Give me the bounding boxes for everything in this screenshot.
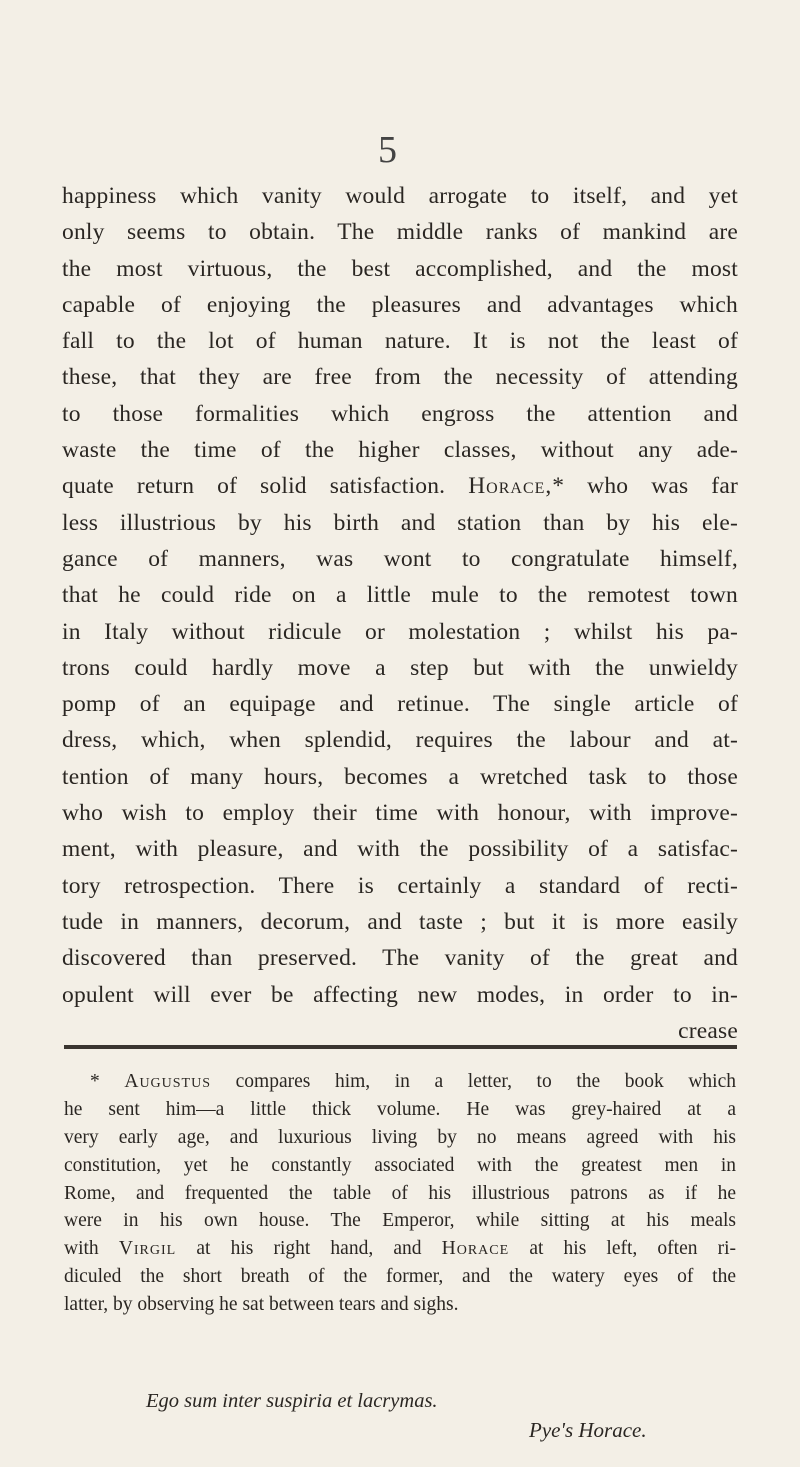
text-line: waste the time of the higher classes, without any ade- bbox=[62, 437, 738, 464]
text-line: gance of manners, was wont to congratulate himself, bbox=[62, 545, 738, 572]
text-line: trons could hardly move a step but with the unwieldy bbox=[62, 654, 738, 681]
text-line: the most virtuous, the best accomplished, and the most bbox=[62, 255, 738, 282]
text-line-horace bbox=[62, 468, 738, 504]
footnote-line: Rome, and frequented the table of his illustrious patrons as if he bbox=[64, 1182, 736, 1204]
text-line: pomp of an equipage and retinue. The single article of bbox=[62, 691, 738, 718]
footnote-line-virgil bbox=[64, 1235, 736, 1263]
text-line: discovered than preserved. The vanity of the great and bbox=[62, 945, 738, 972]
text-fragment: with bbox=[64, 1238, 99, 1260]
text-line: who wish to employ their time with honour, with improve- bbox=[62, 800, 738, 827]
text-fragment: compares him, in a letter, to the book which bbox=[235, 1071, 737, 1092]
text-line: dress, which, when splendid, requires the labour and at- bbox=[62, 727, 738, 754]
footnote-line-1 bbox=[64, 1068, 736, 1096]
text-line: capable of enjoying the pleasures and advantages which bbox=[62, 291, 738, 318]
augustus-name: Augustus bbox=[124, 1071, 212, 1092]
text-line: tory retrospection. There is certainly a standard of recti- bbox=[62, 872, 738, 899]
text-line: fall to the lot of human nature. It is not the least of bbox=[62, 328, 738, 355]
footnote bbox=[64, 1068, 736, 1319]
main-text bbox=[62, 178, 738, 1049]
footnote-line: very early age, and luxurious living by no means agreed with his bbox=[64, 1126, 736, 1148]
text-line: these, that they are free from the necessity of attending bbox=[62, 364, 738, 391]
footnote-line: diculed the short breath of the former, and the watery eyes of the bbox=[64, 1266, 736, 1288]
footnote-rule bbox=[64, 1045, 737, 1049]
text-line: tention of many hours, becomes a wretched task to those bbox=[62, 763, 738, 790]
text-fragment: at his left, often ri- bbox=[529, 1238, 737, 1260]
virgil-name: Virgil bbox=[118, 1238, 177, 1260]
page-number: 5 bbox=[378, 129, 397, 171]
horace-name-footnote: Horace bbox=[441, 1238, 510, 1260]
footnote-marker: * bbox=[90, 1071, 100, 1092]
footnote-line: constitution, yet he constantly associated with the greatest men in bbox=[64, 1154, 736, 1176]
footnote-line: latter, by observing he sat between tears and sighs. bbox=[64, 1294, 459, 1316]
text-line: only seems to obtain. The middle ranks of mankind are bbox=[62, 219, 738, 246]
text-line: in Italy without ridicule or molestation ; whilst his pa- bbox=[62, 618, 738, 645]
text-fragment: at his right hand, and bbox=[196, 1238, 422, 1260]
text-fragment: * who was far bbox=[552, 473, 738, 500]
text-line: less illustrious by his birth and station than by his ele- bbox=[62, 509, 738, 536]
horace-name: Horace, bbox=[468, 473, 553, 500]
text-line: opulent will ever be affecting new modes, in order to in- bbox=[62, 981, 738, 1008]
quote-attribution: Pye's Horace. bbox=[529, 1418, 647, 1442]
footnote-line: he sent him—a little thick volume. He was grey-haired at a bbox=[64, 1098, 736, 1120]
text-line: to those formalities which engross the attention and bbox=[62, 400, 738, 427]
text-line: happiness which vanity would arrogate to itself, and yet bbox=[62, 183, 738, 209]
text-line: ment, with pleasure, and with the possibility of a satisfac- bbox=[62, 836, 738, 863]
text-fragment: quate return of solid satisfaction. bbox=[62, 473, 446, 500]
catchword: crease bbox=[678, 1017, 738, 1044]
footnote-line: were in his own house. The Emperor, while sitting at his meals bbox=[64, 1210, 736, 1232]
text-line: tude in manners, decorum, and taste ; but it is more easily bbox=[62, 908, 738, 935]
latin-quote: Ego sum inter suspiria et lacrymas. bbox=[146, 1390, 438, 1412]
text-line: that he could ride on a little mule to the remotest town bbox=[62, 582, 738, 609]
